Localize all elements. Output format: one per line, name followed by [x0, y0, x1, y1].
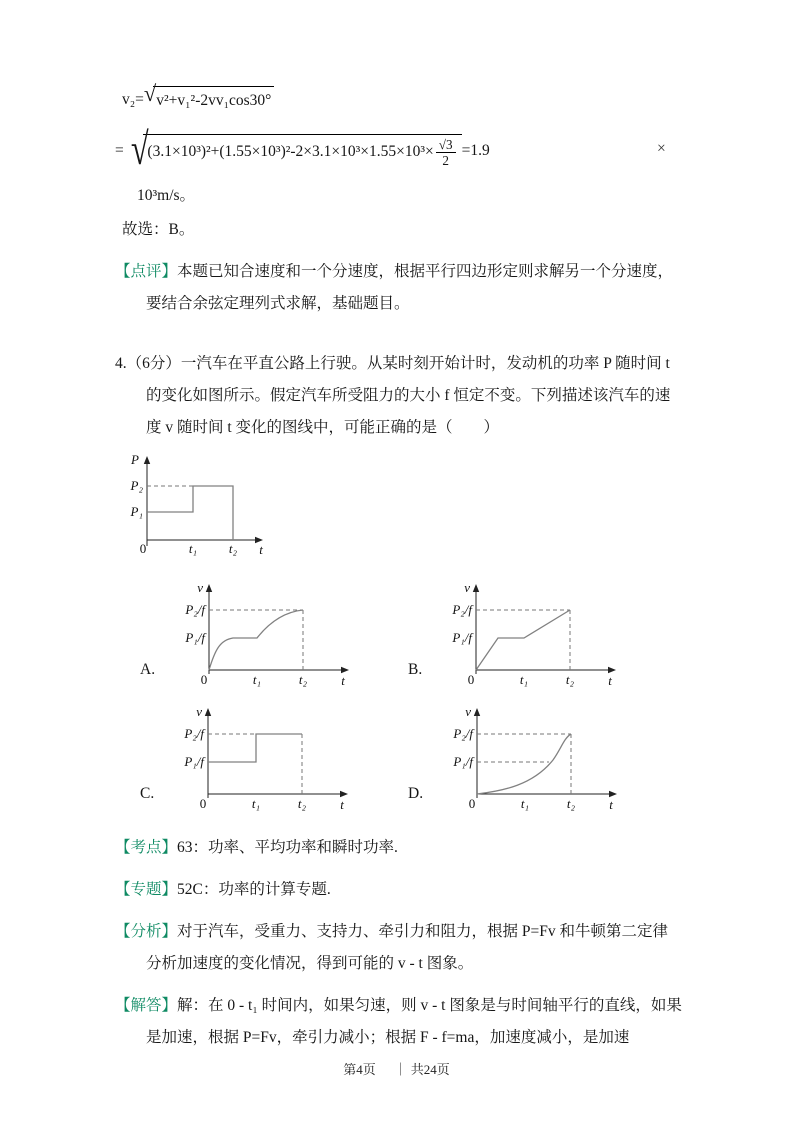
- p1f-label: P₁/f: [452, 630, 473, 645]
- p2-label: P₂: [130, 478, 143, 493]
- kaodian-tag: 【考点】: [115, 839, 178, 856]
- origin-label: 0: [468, 796, 476, 811]
- origin-label: 0: [200, 672, 208, 687]
- formula-block: [115, 0, 683, 210]
- page-content: [115, 0, 683, 1054]
- v-axis-label: v: [464, 580, 471, 595]
- p2f-label: P₂/f: [453, 726, 474, 741]
- p2f-label: P₂/f: [184, 726, 205, 741]
- t2-label: t₂: [567, 796, 576, 811]
- v-curve: [476, 610, 570, 670]
- t2-label: t₂: [566, 672, 575, 687]
- p1f-label: P₁/f: [184, 754, 205, 769]
- option-c-letter: C.: [140, 785, 155, 802]
- formula-line-1: [115, 0, 683, 114]
- power-step-curve: [147, 486, 233, 540]
- option-d-letter: D.: [408, 785, 424, 802]
- y-axis-arrow: [473, 584, 479, 592]
- p1f-label: P₁/f: [185, 630, 206, 645]
- result-value: =1.9: [461, 142, 490, 159]
- guide-lines: [208, 734, 302, 794]
- option-c: [140, 702, 408, 822]
- pt-graph-svg: [117, 450, 275, 562]
- jieda-text: 解：在 0 - t₁ 时间内，如果匀速，则 v - t 图象是与时间轴平行的直线，如果是加速，根据 P=Fv，牵引力减小；根据 F - f=ma，加速度减小，是加速: [146, 997, 682, 1046]
- v-axis-label: v: [465, 704, 472, 719]
- t2-label: t₂: [298, 796, 307, 811]
- option-a: [140, 578, 408, 698]
- t2-label: t₂: [228, 541, 238, 556]
- fraction: [436, 137, 456, 168]
- footer-separator: ｜: [393, 1062, 407, 1077]
- formula-line-2: [115, 124, 683, 178]
- formula-line-3: 10³m/s。: [137, 187, 196, 204]
- fenxi-tag: 【分析】: [115, 923, 178, 940]
- question-4-text: 4.（6分）一汽车在平直公路上行驶。从某时刻开始计时，发动机的功率 P 随时间 t 的变化如图所示。假定汽车所受阻力的大小 f 恒定不变。下列描述该汽车的速度 v 随时间 t 变化的图线中，可能正确的是（ ）: [115, 355, 671, 436]
- equals-sign: =: [115, 142, 124, 159]
- y-axis-arrow: [144, 456, 150, 464]
- radical-body: v²+v₁²-2vv₁cos30°: [153, 86, 274, 114]
- options-row-1: [115, 578, 683, 698]
- origin-label: 0: [139, 541, 147, 556]
- times-sign: ×: [657, 140, 666, 157]
- p2f-label: P₂/f: [185, 602, 206, 617]
- radical-icon: √: [143, 81, 157, 106]
- footer-total-pages: 共24页: [410, 1062, 450, 1077]
- comment-text: 本题已知合速度和一个分速度，根据平行四边形定则求解另一个分速度，要结合余弦定理列式求解，基础题目。: [146, 263, 674, 312]
- t-axis-label: t: [341, 673, 345, 688]
- origin-label: 0: [199, 796, 207, 811]
- option-b-letter: B.: [408, 661, 423, 678]
- zhuanti-tag: 【专题】: [115, 881, 178, 898]
- t1-label: t₁: [188, 541, 198, 556]
- page-footer: [0, 1059, 793, 1078]
- option-b-graph: [434, 578, 626, 698]
- t1-label: t₁: [253, 672, 262, 687]
- p-axis-label: P: [131, 452, 139, 467]
- option-a-letter: A.: [140, 661, 156, 678]
- zhuanti-text: 52C：功率的计算专题.: [177, 881, 331, 898]
- jieda-paragraph: [115, 990, 683, 1054]
- options-row-2: [115, 702, 683, 822]
- comment-paragraph: [115, 256, 683, 320]
- kaodian-text: 63：功率、平均功率和瞬时功率.: [177, 839, 398, 856]
- fraction-numerator: √3: [436, 137, 456, 153]
- radical-body: [143, 134, 461, 168]
- t-axis-label: t: [608, 673, 613, 688]
- radicand-text: (3.1×10³)²+(1.55×10³)²-2×3.1×10³×1.55×10³×: [147, 143, 434, 161]
- p2f-label: P₂/f: [452, 602, 473, 617]
- p1f-label: P₁/f: [453, 754, 474, 769]
- t-axis-label: t: [259, 542, 263, 557]
- option-d: [408, 702, 627, 822]
- radical-icon: √: [130, 123, 149, 174]
- t2-label: t₂: [299, 672, 308, 687]
- origin-label: 0: [467, 672, 475, 687]
- formula-lhs: v₂=: [122, 91, 144, 108]
- fenxi-paragraph: [115, 916, 683, 980]
- v-curve: [209, 610, 303, 670]
- guide-lines: [209, 610, 303, 670]
- v-curve: [477, 734, 571, 794]
- zhuanti-paragraph: [115, 874, 683, 906]
- footer-page-number: 第4页: [343, 1062, 376, 1077]
- answer-line: 故选：B。: [122, 221, 195, 238]
- t1-label: t₁: [520, 672, 529, 687]
- v-axis-label: v: [197, 580, 204, 595]
- option-b: [408, 578, 626, 698]
- pt-graph-block: [117, 450, 683, 574]
- v-axis-label: v: [196, 704, 203, 719]
- fraction-denominator: 2: [442, 152, 449, 168]
- option-a-graph: [167, 578, 359, 698]
- t1-label: t₁: [252, 796, 261, 811]
- t-axis-label: t: [609, 797, 613, 812]
- v-curve: [208, 734, 302, 762]
- option-c-graph: [166, 702, 358, 822]
- t1-label: t₁: [521, 796, 530, 811]
- guide-lines: [477, 734, 571, 794]
- comment-tag: 【点评】: [115, 263, 178, 280]
- t-axis-label: t: [340, 797, 345, 812]
- y-axis-arrow: [206, 584, 212, 592]
- jieda-tag: 【解答】: [115, 997, 178, 1014]
- y-axis-arrow: [474, 708, 480, 716]
- fenxi-text: 对于汽车，受重力、支持力、牵引力和阻力，根据 P=Fv 和牛顿第二定律分析加速度的变化情况，得到可能的 v - t 图象。: [146, 923, 668, 972]
- y-axis-arrow: [205, 708, 211, 716]
- kaodian-paragraph: [115, 832, 683, 864]
- p1-label: P₁: [130, 504, 143, 519]
- option-d-graph: [435, 702, 627, 822]
